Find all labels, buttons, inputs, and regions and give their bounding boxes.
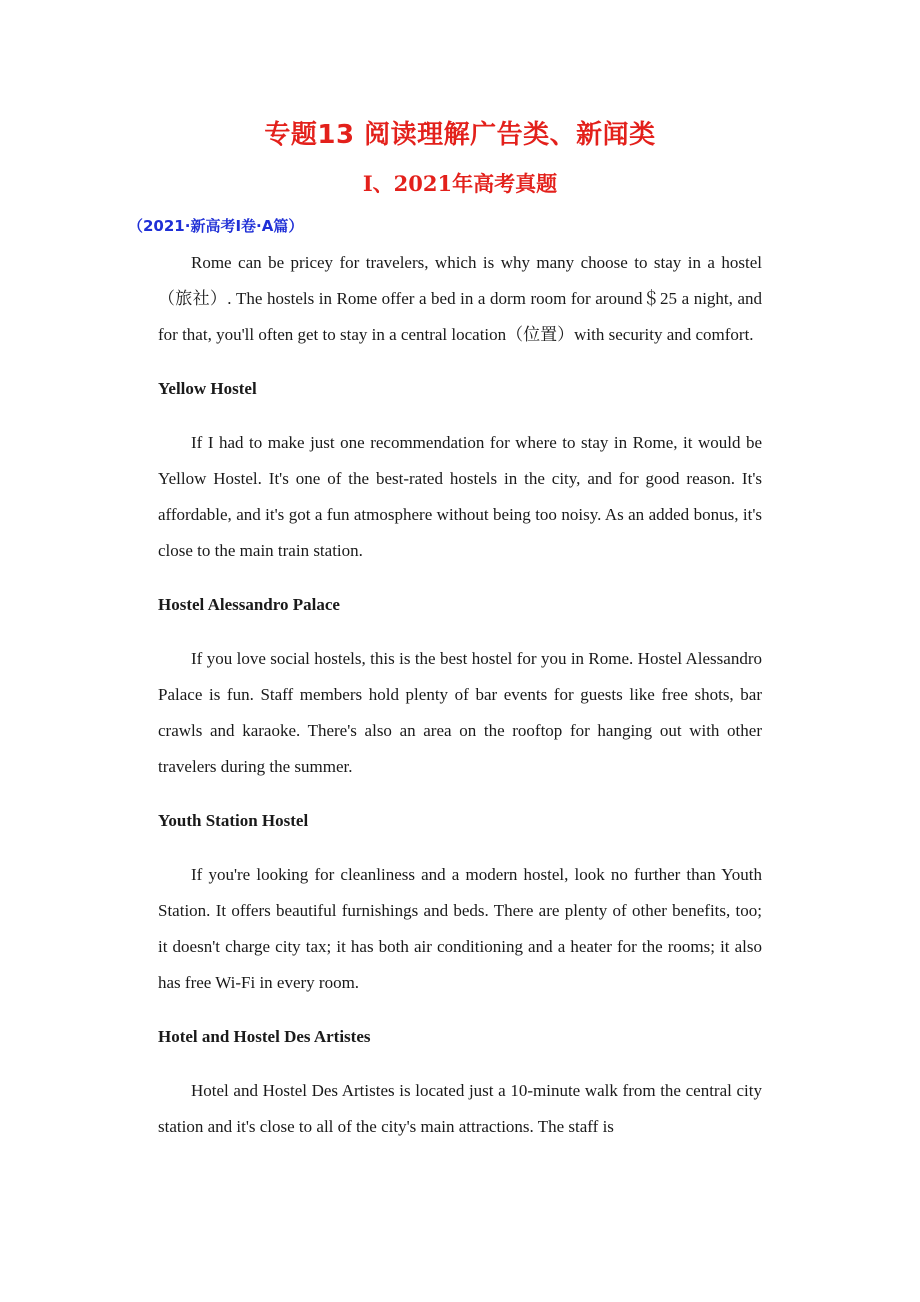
section-body-yellow-hostel: If I had to make just one recommendation for where to stay in Rome, it would be Yellow Hostel. It's one of the best-rated hostels in the city, and for good reason. It's affordable, and it's got a fun atmosphere without being too noisy. As an added bonus, it's close to the main train station. bbox=[158, 433, 762, 560]
section-heading-youth-station: Youth Station Hostel bbox=[158, 811, 309, 830]
source-tag: （2021·新高考I卷·A篇） bbox=[128, 217, 304, 235]
document-subtitle: I、2021年高考真题 bbox=[362, 171, 558, 196]
section-body-alessandro-palace: If you love social hostels, this is the best hostel for you in Rome. Hostel Alessandro Palace is fun. Staff members hold plenty of bar events for guests like free shots, bar crawls and karaoke. There's also an area on the rooftop for hanging out with other travelers during the summer. bbox=[158, 649, 762, 776]
section-body-des-artistes: Hotel and Hostel Des Artistes is located just a 10-minute walk from the central city station and it's close to all of the city's main attractions. The staff is bbox=[158, 1081, 762, 1136]
document-title: 专题13 阅读理解广告类、新闻类 bbox=[264, 120, 656, 150]
section-heading-des-artistes: Hotel and Hostel Des Artistes bbox=[158, 1027, 371, 1046]
section-body-youth-station: If you're looking for cleanliness and a modern hostel, look no further than Youth Station. It offers beautiful furnishings and beds. There are plenty of other benefits, too; it doesn't charge city tax; it has both air conditioning and a heater for the rooms; it also has free Wi-Fi in every room. bbox=[158, 865, 762, 992]
section-heading-yellow-hostel: Yellow Hostel bbox=[158, 379, 257, 398]
article-body bbox=[158, 245, 762, 1145]
section-heading-alessandro-palace: Hostel Alessandro Palace bbox=[158, 595, 340, 614]
intro-paragraph: Rome can be pricey for travelers, which is why many choose to stay in a hostel （旅社）. The hostels in Rome offer a bed in a dorm room for around＄25 a night, and for that, you'll often get to stay in a central location（位置）with security and comfort. bbox=[158, 253, 762, 344]
